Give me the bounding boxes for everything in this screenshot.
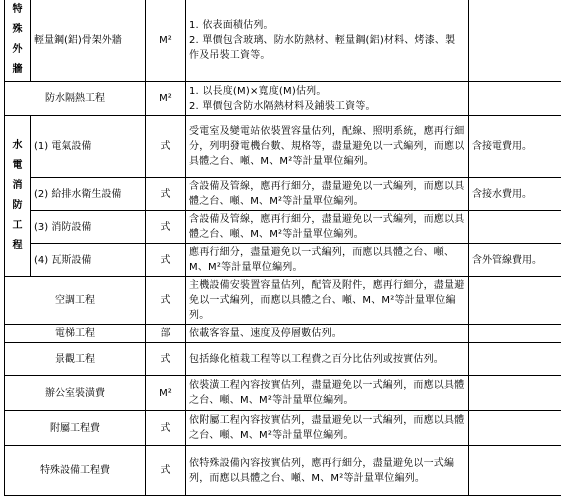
group-char: 特 <box>8 0 27 20</box>
group-char: 防 <box>8 196 27 216</box>
item-name: (1) 電氣設備 <box>31 116 146 178</box>
note-cell <box>469 325 561 343</box>
unit-cell: 式 <box>146 244 186 277</box>
item-name: 附屬工程費 <box>5 411 146 446</box>
table-row <box>5 82 561 116</box>
description-cell: 含設備及管線，應再行細分，盡量避免以一式編列，而應以具體之台、噸、M、M²等計量單位編列。 <box>186 211 469 244</box>
table-row <box>5 277 561 325</box>
note-cell <box>469 0 561 82</box>
table-row <box>5 446 561 496</box>
description-cell: 依裝潢工程內容按實估列，盡量避免以一式編列，而應以具體之台、噸、M、M²等計量單位編列。 <box>186 376 469 411</box>
cost-estimate-table <box>4 0 561 496</box>
group-char: 電 <box>8 156 27 176</box>
table-row <box>5 325 561 343</box>
note-cell <box>469 211 561 244</box>
unit-cell: M² <box>146 0 186 82</box>
unit-cell: M² <box>146 376 186 411</box>
description-cell: 依附屬工程內容按實估列，盡量避免以一式編列，而應以具體之台、噸、M、M²等計量單位編列。 <box>186 411 469 446</box>
description-line: 1. 以長度(M)×寬度(M)估列。 <box>189 84 465 99</box>
note-cell: 含接電費用。 <box>469 116 561 178</box>
table-row <box>5 376 561 411</box>
description-line: 2. 單價包含玻璃、防水防熱材、輕量鋼(鋁)材料、烤漆、製作及吊裝工資等。 <box>189 33 465 63</box>
group-char: 牆 <box>8 60 27 80</box>
description-cell: 受電室及變電站依裝置容量估列，配線、照明系統，應再行細分，列明發電機台數、規格等，盡量避免以一式編列，而應以具體之台、噸、M、M²等計量單位編列。 <box>186 116 469 178</box>
table-row <box>5 211 561 244</box>
unit-cell: M² <box>146 82 186 116</box>
description-cell: 含設備及管線，應再行細分，盡量避免以一式編列，而應以具體之台、噸、M、M²等計量單位編列。 <box>186 178 469 211</box>
group-label-mep <box>5 116 31 277</box>
item-name: 輕量鋼(鋁)骨架外牆 <box>31 0 146 82</box>
note-cell <box>469 82 561 116</box>
item-name: (2) 給排水衛生設備 <box>31 178 146 211</box>
note-cell <box>469 411 561 446</box>
table-row <box>5 244 561 277</box>
group-label-special-exterior <box>5 0 31 82</box>
table-row <box>5 116 561 178</box>
note-cell <box>469 343 561 376</box>
item-name: 防水隔熱工程 <box>5 82 146 116</box>
group-char: 消 <box>8 176 27 196</box>
item-name: (4) 瓦斯設備 <box>31 244 146 277</box>
note-cell <box>469 376 561 411</box>
description-cell <box>186 82 469 116</box>
note-cell <box>469 446 561 496</box>
group-char: 工 <box>8 216 27 236</box>
unit-cell: 部 <box>146 325 186 343</box>
item-name: 電梯工程 <box>5 325 146 343</box>
unit-cell: 式 <box>146 343 186 376</box>
unit-cell: 式 <box>146 211 186 244</box>
unit-cell: 式 <box>146 116 186 178</box>
group-char: 水 <box>8 136 27 156</box>
unit-cell: 式 <box>146 178 186 211</box>
unit-cell: 式 <box>146 411 186 446</box>
group-char: 殊 <box>8 20 27 40</box>
description-cell: 應再行細分，盡量避免以一式編列，而應以具體之台、噸、M、M²等計量單位編列。 <box>186 244 469 277</box>
unit-cell: 式 <box>146 446 186 496</box>
note-cell: 含外管線費用。 <box>469 244 561 277</box>
description-cell: 主機設備安裝置容量估列，配管及附件，應再行細分，盡量避免以一式編列，而應以具體之台、噸、M、M²等計量單位編列。 <box>186 277 469 325</box>
group-char: 外 <box>8 40 27 60</box>
table-row <box>5 0 561 82</box>
table-row <box>5 178 561 211</box>
item-name: 辦公室裝潢費 <box>5 376 146 411</box>
description-line: 1. 依表面積估列。 <box>189 18 465 33</box>
description-cell: 包括綠化植栽工程等以工程費之百分比估列或按實估列。 <box>186 343 469 376</box>
note-cell <box>469 277 561 325</box>
description-cell: 依特殊設備內容按實估列，應再行細分，盡量避免以一式編列，而應以具體之台、噸、M、M²等計量單位編列。 <box>186 446 469 496</box>
item-name: 特殊設備工程費 <box>5 446 146 496</box>
item-name: 空調工程 <box>5 277 146 325</box>
description-cell <box>186 0 469 82</box>
table-row <box>5 343 561 376</box>
description-cell: 依載客容量、速度及停層數估列。 <box>186 325 469 343</box>
note-cell: 含接水費用。 <box>469 178 561 211</box>
group-char: 程 <box>8 236 27 256</box>
table-row <box>5 411 561 446</box>
description-line: 2. 單價包含防水隔熱材料及鋪裝工資等。 <box>189 99 465 114</box>
item-name: (3) 消防設備 <box>31 211 146 244</box>
unit-cell: 式 <box>146 277 186 325</box>
item-name: 景觀工程 <box>5 343 146 376</box>
